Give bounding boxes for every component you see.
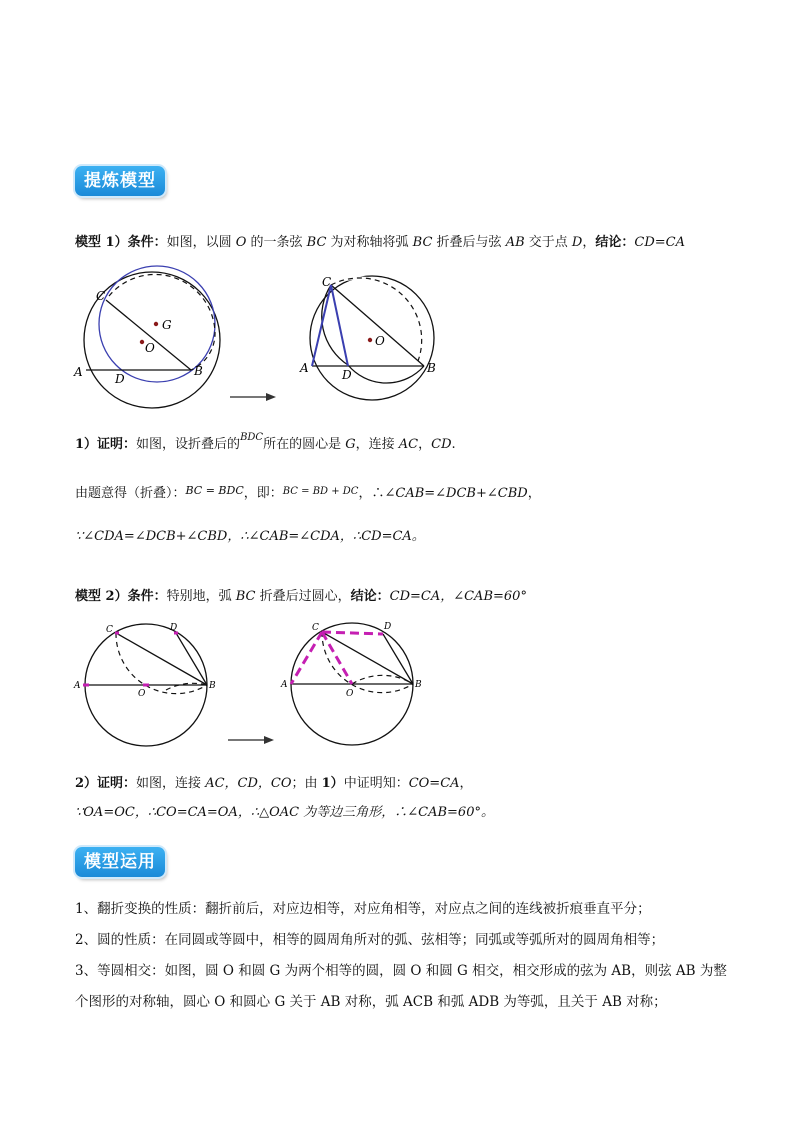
section-badge-extract-model: 提炼模型	[75, 166, 165, 196]
label-G: G	[162, 318, 172, 332]
figure-model2-right	[280, 614, 428, 754]
label-B: B	[427, 361, 436, 375]
usage-item-3-line2: 个图形的对称轴，圆心 O 和圆心 G 关于 AB 对称，弧 ACB 和弧 ADB 为等弧，且关于 AB 对称；	[75, 994, 667, 1010]
arc-bdc: BDC	[240, 432, 264, 443]
figure-model1-right	[292, 272, 450, 412]
label-A: A	[74, 681, 81, 691]
figure-model1-left	[70, 262, 230, 412]
usage-item-2: 2、圆的性质：在同圆或等圆中，相等的圆周角所对的弧、弦相等；同弧或等弧所对的圆周角相等；	[75, 932, 665, 948]
label-B: B	[209, 681, 216, 691]
arc-equation-2: BC = BD + DC	[282, 486, 359, 497]
proof1-line2: 由题意得（折叠）：$^{BC = BDC}$，即：$^{BC = BD + DC}$，∴∠CAB=∠DCB+∠CBD，	[75, 484, 541, 501]
label-D: D	[115, 372, 125, 386]
arc-equation-1: BC = BDC	[185, 484, 244, 497]
model1-condition: 模型 1）条件：如图，以圆 O 的一条弦 BC 为对称轴将弧 BC 折叠后与弦 AB 交于点 D，结论：CD=CA	[75, 235, 685, 250]
label-C: C	[106, 625, 113, 635]
label-D: D	[342, 368, 352, 382]
label-O: O	[145, 341, 155, 355]
arrow-icon	[230, 392, 276, 402]
label-A: A	[74, 365, 83, 379]
label-O: O	[138, 689, 146, 699]
proof1-line1: 1）证明：如图，设折叠后的$^{BDC}$所在的圆心是 G，连接 AC，CD.	[75, 432, 456, 452]
usage-item-3-line1: 3、等圆相交：如图，圆 O 和圆 G 为两个相等的圆，圆 O 和圆 G 相交，相交形成的弦为 AB，则弦 AB 为整	[75, 963, 727, 979]
proof1-line3: ∵∠CDA=∠DCB+∠CBD，∴∠CAB=∠CDA，∴CD=CA。	[75, 529, 425, 544]
usage-item-1: 1、翻折变换的性质：翻折前后，对应边相等，对应角相等，对应点之间的连线被折痕垂直平分；	[75, 901, 651, 917]
label-B: B	[194, 364, 203, 378]
proof2-line2: ∵OA=OC，∴CO=CA=OA，∴△OAC 为等边三角形，∴∠CAB=60°。	[75, 805, 494, 820]
label-D: D	[170, 623, 178, 633]
label-B: B	[415, 680, 422, 690]
figure-model2-left	[72, 620, 220, 760]
label-A: A	[300, 361, 309, 375]
label-C: C	[96, 289, 106, 303]
label-C: C	[322, 275, 332, 289]
label-A: A	[281, 680, 288, 690]
label-O: O	[346, 689, 354, 699]
label-O: O	[375, 334, 385, 348]
section-badge-model-usage: 模型运用	[75, 847, 165, 877]
label-D: D	[384, 622, 392, 632]
proof2-line1: 2）证明：如图，连接 AC，CD，CO；由 1）中证明知：CO=CA，	[75, 776, 473, 791]
model2-condition: 模型 2）条件：特别地，弧 BC 折叠后过圆心，结论：CD=CA，∠CAB=60°	[75, 589, 527, 604]
label-C: C	[312, 623, 319, 633]
arrow-icon	[228, 735, 274, 745]
